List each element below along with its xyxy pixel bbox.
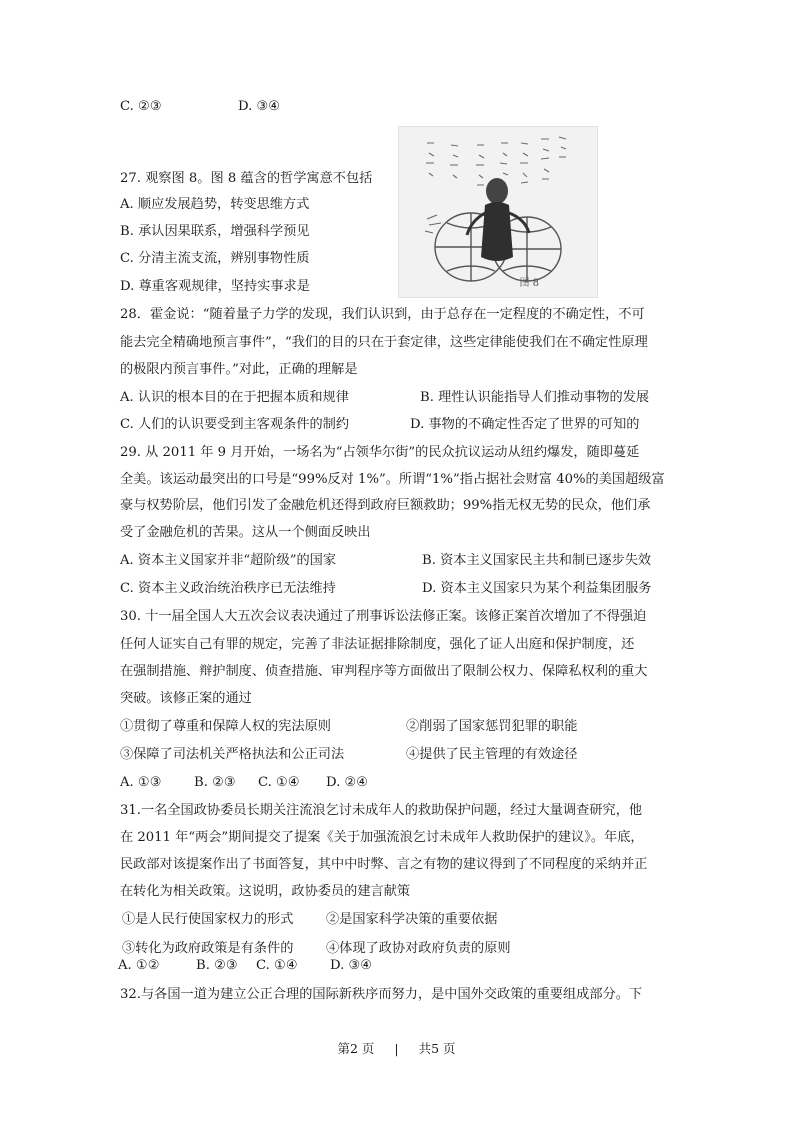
q29-option-d: D. 资本主义国家只为某个利益集团服务 (422, 581, 652, 596)
footer-page-number: 第2 页 (337, 1041, 375, 1056)
q31-stem-line-2: 在 2011 年“两会”期间提交了提案《关于加强流浪乞讨未成年人救助保护的建议》。年底， (120, 830, 644, 845)
q27-option-c: C. 分清主流支流，辨别事物性质 (120, 251, 310, 266)
q26-option-d: D. ③④ (238, 99, 281, 114)
footer-total-pages: 共5 页 (418, 1041, 456, 1056)
q29-option-c: C. 资本主义政治统治秩序已无法维持 (120, 581, 336, 596)
q29-option-b: B. 资本主义国家民主共和制已逐步失效 (422, 553, 652, 568)
q31-option-d: D. ③④ (330, 958, 373, 973)
q30-statement-2: ②削弱了国家惩罚犯罪的职能 (406, 719, 578, 734)
q29-stem-line-1: 29. 从 2011 年 9 月开始，一场名为“占领华尔街”的民众抗议运动从纽约爆发，随即蔓延 (120, 445, 640, 460)
q30-stem-line-1: 30. 十一届全国人大五次会议表决通过了刑事诉讼法修正案。该修正案首次增加了不得强迫 (120, 609, 647, 624)
q31-option-b: B. ②③ (196, 958, 238, 973)
q26-option-c: C. ②③ (120, 99, 162, 114)
q30-option-c: C. ①④ (258, 775, 300, 790)
q31-stem-line-1: 31.一名全国政协委员长期关注流浪乞讨未成年人的救助保护问题，经过大量调查研究，他 (120, 803, 643, 818)
q30-statement-4: ④提供了民主管理的有效途径 (406, 747, 578, 762)
q31-statement-2: ②是国家科学决策的重要依据 (326, 912, 498, 927)
q28-stem-line-3: 的极限内预言事件。”对此，正确的理解是 (120, 362, 358, 377)
figure-8-cartoon (398, 126, 598, 298)
q31-option-a: A. ①② (118, 958, 160, 973)
q27-option-d: D. 尊重客观规律，坚持实事求是 (120, 279, 310, 294)
q27-option-a: A. 顺应发展趋势，转变思维方式 (120, 197, 310, 212)
q29-stem-line-4: 受了金融危机的苦果。这从一个侧面反映出 (120, 525, 371, 540)
q31-stem-line-4: 在转化为相关政策。这说明，政协委员的建言献策 (120, 884, 411, 899)
q29-stem-line-3: 豪与权势阶层，他们引发了金融危机还得到政府巨额救助；99%指无权无势的民众，他们承 (120, 498, 651, 513)
q31-stem-line-3: 民政部对该提案作出了书面答复，其中中时弊、言之有物的建议得到了不同程度的采纳并正 (120, 857, 648, 872)
q30-stem-line-3: 在强制措施、辩护制度、侦查措施、审判程序等方面做出了限制公权力、保障私权利的重大 (120, 664, 648, 679)
page-footer (0, 1040, 793, 1058)
q30-option-a: A. ①③ (120, 775, 162, 790)
q30-stem-line-2: 任何人证实自己有罪的规定，完善了非法证据排除制度，强化了证人出庭和保护制度，还 (120, 637, 635, 652)
footer-separator: | (394, 1041, 399, 1056)
cartoon-illustration (399, 127, 597, 297)
q29-stem-line-2: 全美。该运动最突出的口号是“99%反对 1%”。所谓“1%”指占据社会财富 40%的美国超级富 (120, 472, 665, 487)
motion-lines (425, 215, 441, 233)
q28-stem-line-2: 能去完全精确地预言事件”，“我们的目的只在于套定律，这些定律能使我们在不确定性原理 (120, 335, 648, 350)
q32-stem-line-1: 32.与各国一道为建立公正合理的国际新秩序而努力，是中国外交政策的重要组成部分。下 (120, 987, 643, 1002)
q31-statement-4: ④体现了政协对政府负责的原则 (326, 941, 511, 956)
q29-option-a: A. 资本主义国家并非“超阶级”的国家 (120, 553, 337, 568)
q28-option-a: A. 认识的根本目的在于把握本质和规律 (120, 390, 349, 405)
q27-option-b: B. 承认因果联系，增强科学预见 (120, 224, 310, 239)
q28-stem-line-1: 28．霍金说：“随着量子力学的发现，我们认识到，由于总存在一定程度的不确定性，不可 (120, 307, 645, 322)
figure-caption: 图 8 (519, 278, 539, 289)
q31-option-c: C. ①④ (256, 958, 298, 973)
q30-statement-1: ①贯彻了尊重和保障人权的宪法原则 (120, 719, 331, 734)
q28-option-c: C. 人们的认识要受到主客观条件的制约 (120, 417, 350, 432)
q30-stem-line-4: 突破。该修正案的通过 (120, 691, 252, 706)
q28-option-d: D. 事物的不确定性否定了世界的可知的 (410, 417, 640, 432)
handwritten-text-marks (426, 137, 566, 185)
q30-option-d: D. ②④ (326, 775, 369, 790)
q31-statement-3: ③转化为政府政策是有条件的 (122, 941, 294, 956)
q27-stem: 27. 观察图 8。图 8 蕴含的哲学寓意不包括 (120, 171, 373, 186)
q30-statement-3: ③保障了司法机关严格执法和公正司法 (120, 747, 345, 762)
q30-option-b: B. ②③ (194, 775, 236, 790)
q31-statement-1: ①是人民行使国家权力的形式 (122, 912, 294, 927)
q28-option-b: B. 理性认识能指导人们推动事物的发展 (420, 390, 650, 405)
